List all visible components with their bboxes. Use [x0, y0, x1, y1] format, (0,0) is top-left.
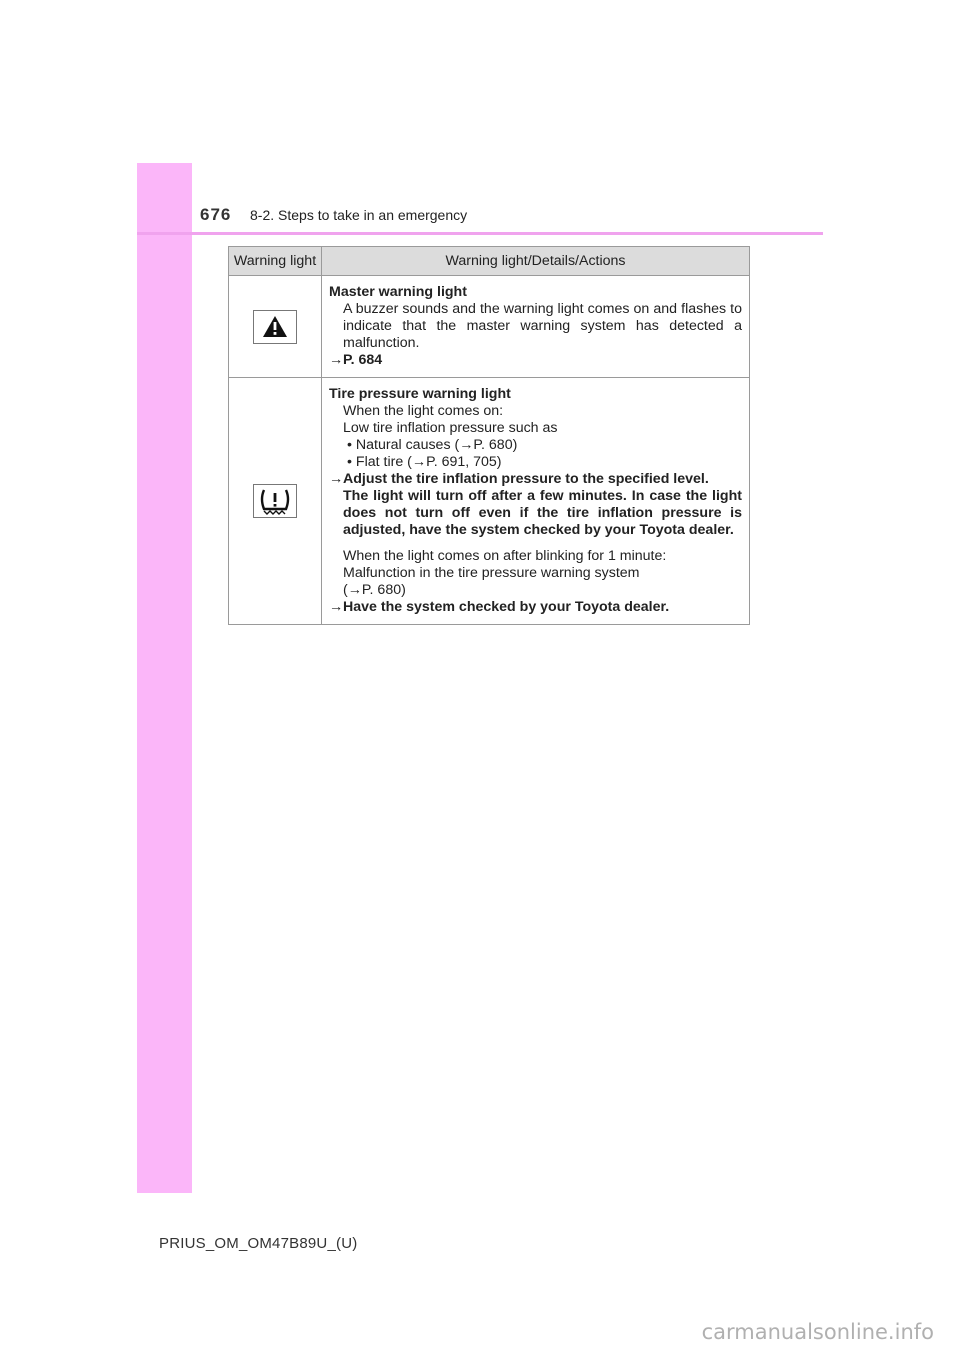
document-code: PRIUS_OM_OM47B89U_(U): [159, 1235, 358, 1252]
column-header: Warning light/Details/Actions: [322, 247, 750, 276]
warning-light-table: [228, 246, 750, 625]
list-item: • Natural causes (→P. 680): [347, 437, 518, 453]
icon-cell: [229, 378, 322, 625]
list-item: • Flat tire (→P. 691, 705): [347, 454, 502, 470]
table-row: [229, 378, 750, 625]
cause-text: Low tire inflation pressure such as: [343, 420, 558, 436]
header-rule: [137, 232, 823, 235]
page-number: 676: [200, 205, 232, 224]
details-cell: [322, 378, 750, 625]
action-text: Adjust the tire inflation pressure to the specified level.: [343, 471, 709, 487]
malfunction-text: Malfunction in the tire pressure warning system: [343, 565, 640, 581]
arrow-icon: →: [329, 352, 344, 368]
page-reference: (→P. 680): [343, 582, 406, 598]
master-warning-icon: [253, 310, 297, 344]
action-block: [329, 471, 742, 539]
table-header-row: [229, 247, 750, 276]
page-reference: [329, 352, 742, 369]
action-note: The light will turn off after a few minutes. In case the light does not turn off even if the tire inflation pressure is adjusted, have the system checked by your Toyota dealer.: [343, 488, 742, 538]
condition-text: When the light comes on:: [343, 403, 504, 419]
arrow-icon: →: [329, 599, 344, 615]
details-cell: [322, 276, 750, 378]
reference-text: P. 684: [343, 352, 383, 368]
condition-text: When the light comes on after blinking for 1 minute:: [343, 548, 667, 564]
action-text: Have the system checked by your Toyota dealer.: [343, 599, 670, 615]
tire-pressure-warning-icon: [253, 484, 297, 518]
row-title: Tire pressure warning light: [329, 386, 511, 402]
table-row: [229, 276, 750, 378]
row-title: Master warning light: [329, 284, 467, 300]
action-block: [329, 599, 742, 616]
paragraph-gap: [329, 539, 742, 548]
arrow-icon: →: [329, 471, 344, 487]
column-header: Warning light: [229, 247, 322, 276]
side-tab-band: [137, 163, 192, 1193]
icon-cell: [229, 276, 322, 378]
section-title: 8-2. Steps to take in an emergency: [250, 207, 468, 223]
watermark: carmanualsonline.info: [701, 1320, 934, 1344]
row-description: A buzzer sounds and the warning light comes on and flashes to indicate that the master warning system has detected a malfunction.: [343, 301, 742, 351]
